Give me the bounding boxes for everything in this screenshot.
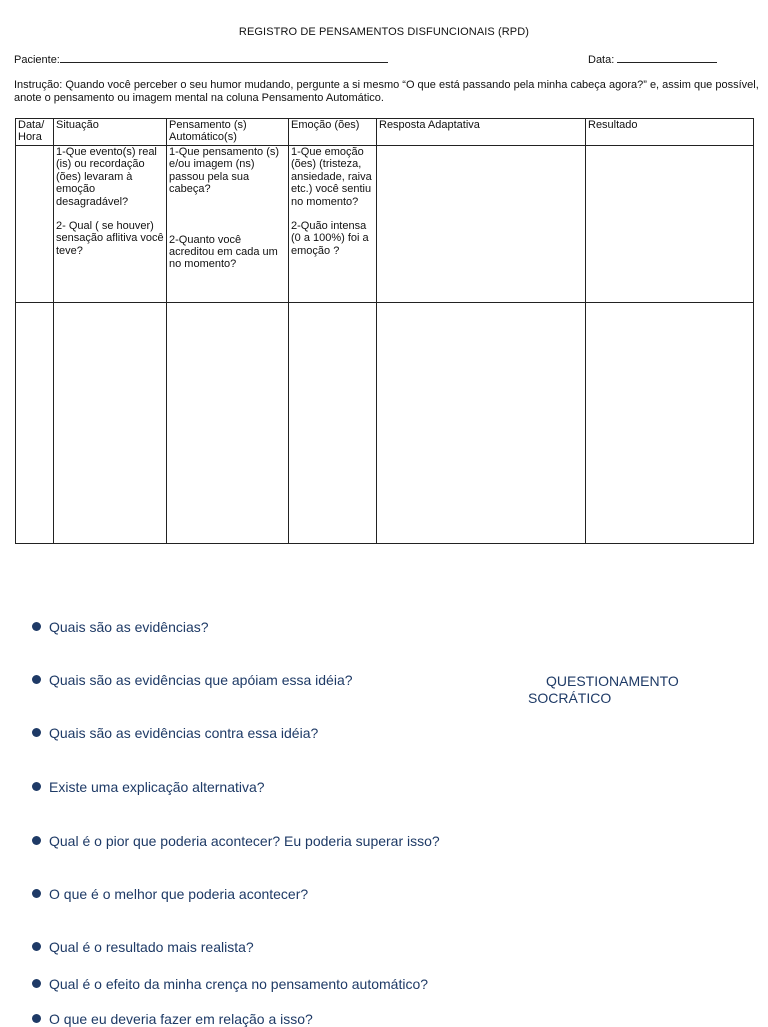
bullet-icon (32, 675, 41, 684)
bullet-icon (32, 836, 41, 845)
cell-emocao-guide[interactable] (289, 146, 377, 303)
cell-pensamento-guide[interactable] (167, 146, 289, 303)
cell-data-hora[interactable] (16, 146, 54, 303)
cell-entry-resultado[interactable] (586, 303, 754, 544)
cell-resultado[interactable] (586, 146, 754, 303)
column-header-emocao: Emoção (ões) (289, 119, 377, 146)
question-text: Qual é o pior que poderia acontecer? Eu poderia superar isso? (49, 833, 440, 849)
bullet-icon (32, 942, 41, 951)
column-header-resultado: Resultado (586, 119, 754, 146)
list-item (32, 976, 428, 992)
date-label: Data: (588, 54, 615, 66)
question-text: Quais são as evidências? (49, 619, 209, 635)
socratic-label-line-2: SOCRÁTICO (528, 690, 612, 706)
question-text: Qual é o efeito da minha crença no pensamento automático? (49, 976, 429, 992)
patient-field[interactable] (14, 52, 388, 66)
rpd-table (15, 118, 754, 544)
bullet-icon (32, 889, 41, 898)
list-item (32, 619, 209, 635)
cell-entry-pensamento[interactable] (167, 303, 289, 544)
date-field[interactable] (588, 52, 717, 66)
question-text: Qual é o resultado mais realista? (49, 939, 254, 955)
question-text: Existe uma explicação alternativa? (49, 779, 265, 795)
column-header-situacao: Situação (54, 119, 167, 146)
patient-label: Paciente: (14, 54, 60, 66)
bullet-icon (32, 979, 41, 988)
pensamento-question-2: 2-Quanto você acreditou em cada um no momento? (169, 233, 278, 271)
list-item (32, 939, 254, 955)
cell-entry-emocao[interactable] (289, 303, 377, 544)
list-item (32, 779, 265, 795)
column-header-resposta: Resposta Adaptativa (377, 119, 586, 146)
list-item (32, 886, 308, 902)
question-text: Quais são as evidências que apóiam essa idéia? (49, 672, 353, 688)
pensamento-question-1: 1-Que pensamento (s) e/ou imagem (ns) passou pela sua cabeça? (169, 146, 280, 196)
cell-entry-data-hora[interactable] (16, 303, 54, 544)
situacao-question-1: 1-Que evento(s) real (is) ou recordação (ões) levaram à emoção desagradável? (56, 146, 157, 208)
column-header-data-hora: Data/ Hora (16, 119, 54, 146)
bullet-icon (32, 782, 41, 791)
cell-entry-resposta[interactable] (377, 303, 586, 544)
bullet-icon (32, 728, 41, 737)
situacao-question-2: 2- Qual ( se houver) sensação aflitiva você teve? (56, 220, 164, 257)
emocao-question-2: 2-Quão intensa (0 a 100%) foi a emoção ? (291, 220, 369, 257)
table-header-row (16, 119, 754, 146)
patient-blank-line[interactable] (60, 52, 388, 63)
cell-situacao-guide[interactable] (54, 146, 167, 303)
bullet-icon (32, 1014, 41, 1023)
question-text: O que eu deveria fazer em relação a isso? (49, 1011, 313, 1027)
cell-resposta-adaptativa[interactable] (377, 146, 586, 303)
date-blank-line[interactable] (617, 52, 717, 63)
list-item (32, 833, 440, 849)
question-text: Quais são as evidências contra essa idéia? (49, 725, 319, 741)
list-item (32, 672, 353, 688)
list-item (32, 725, 318, 741)
cell-entry-situacao[interactable] (54, 303, 167, 544)
page-title: REGISTRO DE PENSAMENTOS DISFUNCIONAIS (RPD) (238, 26, 530, 38)
instruction-text: Instrução: Quando você perceber o seu humor mudando, pergunte a si mesmo “O que está passando pela minha cabeça agora?” e, assim que possível, anote o pensamento ou imagem mental na coluna Pensamento Automático. (14, 79, 759, 104)
column-header-pensamento: Pensamento (s) Automático(s) (167, 119, 289, 146)
socratic-questioning-label (528, 673, 679, 707)
table-row-guide (16, 146, 754, 303)
question-text: O que é o melhor que poderia acontecer? (49, 886, 309, 902)
table-row-entry (16, 303, 754, 544)
emocao-question-1: 1-Que emoção (ões) (tristeza, ansiedade, raiva etc.) você sentiu no momento? (291, 146, 372, 208)
bullet-icon (32, 622, 41, 631)
socratic-label-line-1: QUESTIONAMENTO (546, 673, 679, 689)
list-item (32, 1011, 313, 1027)
